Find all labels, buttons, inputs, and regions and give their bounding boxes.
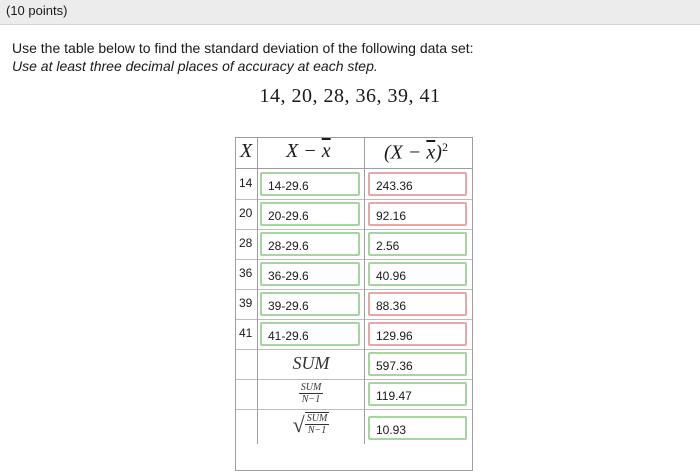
square-root-icon: √ xyxy=(292,412,305,437)
table-row xyxy=(236,169,472,200)
stdev-label: √ $\frac{\text{SUM}}{N-1}$ xyxy=(292,412,328,437)
points-label: (10 points) xyxy=(6,3,68,18)
deviation-table xyxy=(235,137,473,471)
variance-input[interactable]: 119.47 xyxy=(368,382,467,406)
x-value: 28 xyxy=(239,236,253,250)
x-value: 14 xyxy=(239,176,253,190)
variance-row xyxy=(236,379,472,410)
squared-deviation-input[interactable]: 88.36 xyxy=(368,292,467,316)
deviation-input[interactable]: 14-29.6 xyxy=(260,172,360,196)
squared-deviation-input[interactable]: 2.56 xyxy=(368,232,467,256)
header-deviation: $X - \overline{x}$ xyxy=(286,140,331,162)
squared-deviation-input[interactable]: 129.96 xyxy=(368,322,467,346)
sum-label: SUM xyxy=(292,353,330,373)
deviation-input[interactable]: 41-29.6 xyxy=(260,322,360,346)
header-squared-deviation: $(X - \overline{x})^2$ xyxy=(384,140,448,164)
table-header-row xyxy=(236,138,472,169)
x-value: 39 xyxy=(239,296,253,310)
header-x: X xyxy=(240,140,253,162)
sum-row xyxy=(236,349,472,380)
stdev-input[interactable]: 10.93 xyxy=(368,416,467,440)
x-value: 41 xyxy=(239,326,253,340)
squared-deviation-input[interactable]: 92.16 xyxy=(368,202,467,226)
deviation-input[interactable]: 20-29.6 xyxy=(260,202,360,226)
x-value: 20 xyxy=(239,206,253,220)
table-row xyxy=(236,259,472,290)
question-body xyxy=(0,25,700,471)
table-row xyxy=(236,199,472,230)
instruction-text: Use the table below to find the standard deviation of the following data set: xyxy=(12,40,474,56)
squared-deviation-input[interactable]: 40.96 xyxy=(368,262,467,286)
table-row xyxy=(236,289,472,320)
deviation-input[interactable]: 36-29.6 xyxy=(260,262,360,286)
sum-input[interactable]: 597.36 xyxy=(368,352,467,376)
data-set: 14, 20, 28, 36, 39, 41 xyxy=(259,85,441,107)
question-header xyxy=(0,0,700,25)
x-value: 36 xyxy=(239,266,253,280)
variance-label: $\frac{\text{SUM}}{N-1}$ xyxy=(300,382,322,405)
table-row xyxy=(236,229,472,260)
table-row xyxy=(236,319,472,350)
stdev-row xyxy=(236,410,472,444)
deviation-input[interactable]: 39-29.6 xyxy=(260,292,360,316)
deviation-input[interactable]: 28-29.6 xyxy=(260,232,360,256)
accuracy-note: Use at least three decimal places of accuracy at each step. xyxy=(12,58,378,74)
squared-deviation-input[interactable]: 243.36 xyxy=(368,172,467,196)
